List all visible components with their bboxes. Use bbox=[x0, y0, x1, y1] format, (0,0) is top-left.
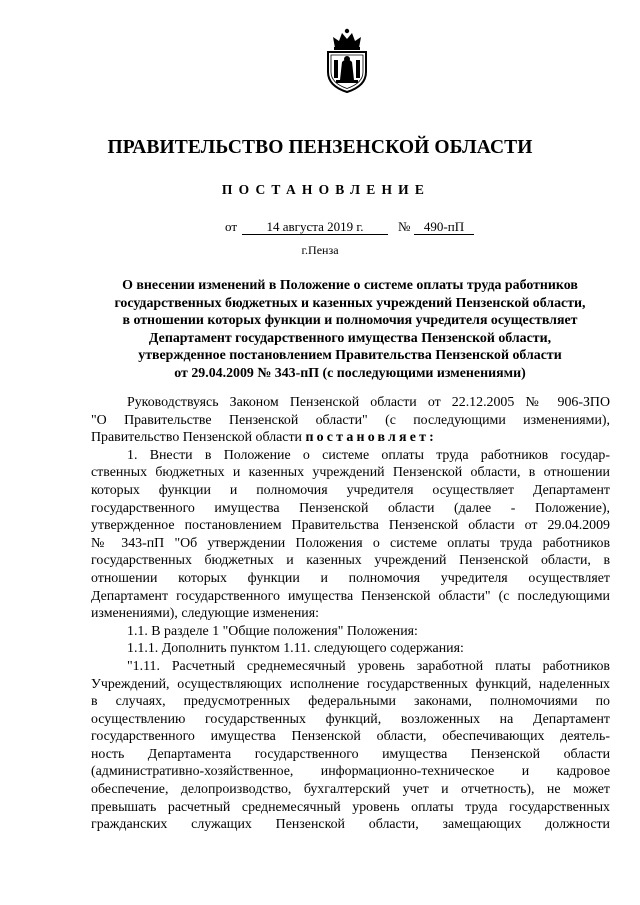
body-line: ственных бюджетных и казенных учреждений Пензенской области, в отношении bbox=[91, 465, 610, 481]
title-line: от 29.04.2009 № 343-пП (с последующими изменениями) bbox=[174, 365, 526, 381]
document-body bbox=[91, 394, 610, 834]
body-line bbox=[91, 429, 610, 447]
body-line: № 343-пП "Об утверждении Положения о системе оплаты труда работников bbox=[91, 535, 610, 551]
penza-coat-of-arms-icon bbox=[322, 28, 372, 94]
body-line: утвержденное постановлением Правительства Пензенской области от 29.04.2009 bbox=[91, 518, 610, 534]
number-label: № bbox=[398, 219, 411, 234]
body-line: 1.1. В разделе 1 "Общие положения" Положения: bbox=[127, 623, 418, 639]
body-line: (административно-хозяйственное, информационно-техническое и кадровое bbox=[91, 764, 610, 780]
title-line: Департамент государственного имущества Пензенской области, bbox=[148, 330, 552, 346]
body-line: гражданских служащих Пензенской области, замещающих должности bbox=[91, 817, 610, 833]
body-line: которых функции и полномочия учредителя осуществляет Департамент bbox=[91, 482, 610, 498]
document-title bbox=[70, 277, 630, 383]
body-line: государственных бюджетных и казенных учреждений Пензенской области, в bbox=[91, 553, 610, 569]
document-city: г.Пенза bbox=[301, 243, 339, 257]
decree-word: постановляет: bbox=[305, 430, 437, 446]
body-line: изменениями), следующие изменения: bbox=[91, 606, 319, 622]
body-line: государственного имущества Пензенской области (далее - Положение), bbox=[91, 500, 610, 516]
body-line: "1.11. Расчетный среднемесячный уровень заработной платы работников bbox=[127, 658, 610, 674]
body-line: Департамент государственного имущества Пензенской области" (с последующими bbox=[91, 588, 610, 604]
document-date: 14 августа 2019 г. bbox=[242, 219, 388, 235]
body-line: Руководствуясь Законом Пензенской области от 22.12.2005 № 906-ЗПО bbox=[127, 395, 610, 410]
body-line: Учреждений, осуществляющих исполнение государственных функций, наделенных bbox=[91, 676, 610, 692]
body-line: обеспечение, делопроизводство, бухгалтерский учет и отчетность), не может bbox=[91, 782, 610, 798]
organization-name: ПРАВИТЕЛЬСТВО ПЕНЗЕНСКОЙ ОБЛАСТИ bbox=[107, 137, 533, 158]
body-line: 1. Внести в Положение о системе оплаты труда работников государ- bbox=[127, 447, 610, 463]
document-type: ПОСТАНОВЛЕНИЕ bbox=[221, 182, 431, 197]
body-line: превышать расчетный среднемесячный уровень оплаты труда государственных bbox=[91, 799, 610, 815]
body-line: "О Правительстве Пензенской области" (с последующими изменениями), bbox=[91, 412, 610, 428]
body-line: отношении которых функции и полномочия учредителя осуществляет bbox=[91, 570, 610, 586]
document-number: 490-пП bbox=[414, 219, 474, 235]
body-line: ность Департамента государственного имущества Пензенской области bbox=[91, 746, 610, 762]
title-line: государственных бюджетных и казенных учреждений Пензенской области, bbox=[114, 295, 586, 311]
date-label: от bbox=[225, 219, 238, 234]
title-line: утвержденное постановлением Правительства Пензенской области bbox=[138, 348, 562, 364]
body-line: в случаях, предусмотренных федеральными законами, полномочиями по bbox=[91, 694, 610, 710]
preamble-text: Правительство Пензенской области bbox=[91, 430, 302, 446]
body-line: осуществлению государственных функций, возложенных на Департамент bbox=[91, 711, 610, 727]
body-line: 1.1.1. Дополнить пунктом 1.11. следующего содержания: bbox=[127, 641, 464, 657]
title-line: в отношении которых функции и полномочия учредителя осуществляет bbox=[122, 313, 578, 329]
title-line: О внесении изменений в Положение о системе оплаты труда работников bbox=[122, 278, 578, 293]
body-line: государственного имущества Пензенской области, обеспечивающих деятель- bbox=[91, 729, 610, 745]
